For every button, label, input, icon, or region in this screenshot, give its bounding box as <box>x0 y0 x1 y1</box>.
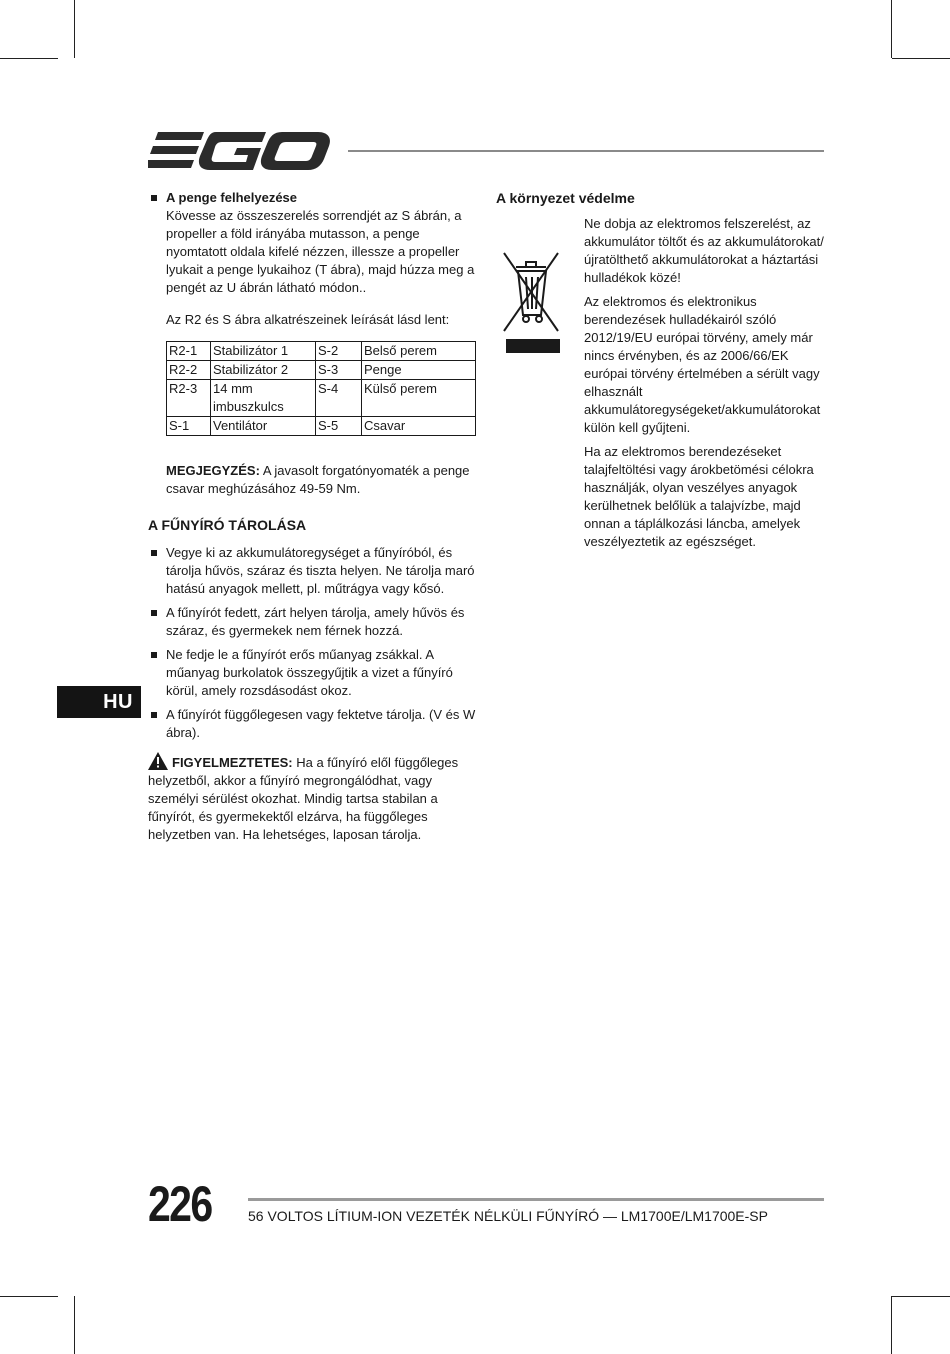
crop-mark <box>891 1296 892 1354</box>
warning <box>148 752 478 844</box>
crop-mark <box>892 1296 950 1297</box>
list-item: Vegye ki az akkumulátoregységet a fűnyíróból, és tárolja hűvös, száraz és tiszta helyen. Ne tárolja maró hatású anyagok mellett, pl. műtrágya vagy kősó. <box>148 544 478 598</box>
table-cell: S-3 <box>316 361 362 380</box>
parts-intro: Az R2 és S ábra alkatrészeinek leírását lásd lent: <box>166 312 450 327</box>
env-title: A környezet védelme <box>496 190 635 206</box>
env-block <box>496 215 826 551</box>
table-cell: S-4 <box>316 380 362 417</box>
crop-mark <box>892 58 950 59</box>
table-row <box>167 380 476 417</box>
table-cell: R2-1 <box>167 342 211 361</box>
table-cell: 14 mm imbuszkulcs <box>211 380 316 417</box>
blade-title: A penge felhelyezése <box>148 189 478 207</box>
table-cell: Penge <box>362 361 476 380</box>
right-column <box>496 189 826 557</box>
env-paragraph: Ne dobja az elektromos felszerelést, az akkumulátor töltőt és az akkumulátorokat/újratölthető akkumulátorokat a háztartási hulladékok közé! <box>584 216 824 285</box>
list-item: A fűnyírót függőlegesen vagy fektetve tárolja. (V és W ábra). <box>148 706 478 742</box>
warning-text: Ha a fűnyíró elől függőleges helyzetből, akkor a fűnyíró megrongálódhat, vagy személyi sérülést okozhat. Mindig tartsa stabilan a fűnyírót, és gyermekektől elzárva, ha függőleges helyzetben van. Ha lehetséges, laposan tárolja. <box>148 755 459 842</box>
list-item: A fűnyírót fedett, zárt helyen tárolja, amely hűvös és száraz, és gyermekek nem férnek hozzá. <box>148 604 478 640</box>
note-label: MEGJEGYZÉS: <box>166 463 260 478</box>
language-tab: HU <box>57 686 141 718</box>
crop-mark <box>74 0 75 58</box>
warning-icon <box>148 752 168 770</box>
table-cell: S-1 <box>167 417 211 436</box>
crossed-bin-icon <box>500 247 562 353</box>
table-cell: R2-3 <box>167 380 211 417</box>
table-cell: Csavar <box>362 417 476 436</box>
table-row <box>167 417 476 436</box>
left-column <box>148 189 478 844</box>
note-text: A javasolt forgatónyomaték a penge csavar meghúzásához 49-59 Nm. <box>166 463 470 496</box>
parts-table <box>166 341 476 436</box>
footer-product-line: 56 VOLTOS LÍTIUM-ION VEZETÉK NÉLKÜLI FŰNYÍRÓ — LM1700E/LM1700E-SP <box>248 1208 768 1224</box>
footer-rule <box>248 1198 824 1201</box>
ego-logo <box>148 130 332 172</box>
table-cell: Külső perem <box>362 380 476 417</box>
note <box>148 462 478 498</box>
crop-mark <box>74 1296 75 1354</box>
table-cell: Belső perem <box>362 342 476 361</box>
table-cell: Stabilizátor 1 <box>211 342 316 361</box>
storage-title: A FŰNYÍRÓ TÁROLÁSA <box>148 517 307 533</box>
crop-mark <box>891 0 892 58</box>
page-number: 226 <box>148 1176 212 1232</box>
header-rule <box>348 150 824 152</box>
env-paragraph: Ha az elektromos berendezéseket talajfeltöltési vagy árokbetömési célokra használják, olyan veszélyes anyagok kerülhetnek belőlük a talajvízbe, majd onnan a táplálkozási láncba, amelyek veszélyeztetik az egészséget. <box>584 444 814 549</box>
crop-mark <box>0 58 58 59</box>
table-cell: Ventilátor <box>211 417 316 436</box>
table-row <box>167 361 476 380</box>
table-cell: S-5 <box>316 417 362 436</box>
blade-text: Kövesse az összeszerelés sorrendjét az S ábrán, a propeller a föld irányába mutasson, a penge nyomtatott oldala kifelé nézzen, illessze a propeller lyukait a penge lyukaihoz (T ábra), majd húzza meg a pengét az U ábrán látható módon.. <box>166 208 475 295</box>
env-paragraph: Az elektromos és elektronikus berendezések hulladékairól szóló 2012/19/EU európai törvény, amely már nincs érvényben, és az 2006/66/EK európai törvény értelmében a sérült vagy elhasznált akkumulátoregységeket/akkumulátorokat külön kell gyűjteni. <box>584 294 821 435</box>
table-cell: R2-2 <box>167 361 211 380</box>
table-cell: Stabilizátor 2 <box>211 361 316 380</box>
env-text <box>584 215 826 551</box>
crop-mark <box>0 1296 58 1297</box>
table-cell: S-2 <box>316 342 362 361</box>
table-row <box>167 342 476 361</box>
list-item: Ne fedje le a fűnyírót erős műanyag zsákkal. A műanyag burkolatok összegyűjtik a vizet a fűnyíró körül, amely rozsdásodást okoz. <box>148 646 478 700</box>
warning-label: FIGYELMEZTETES: <box>172 755 293 770</box>
